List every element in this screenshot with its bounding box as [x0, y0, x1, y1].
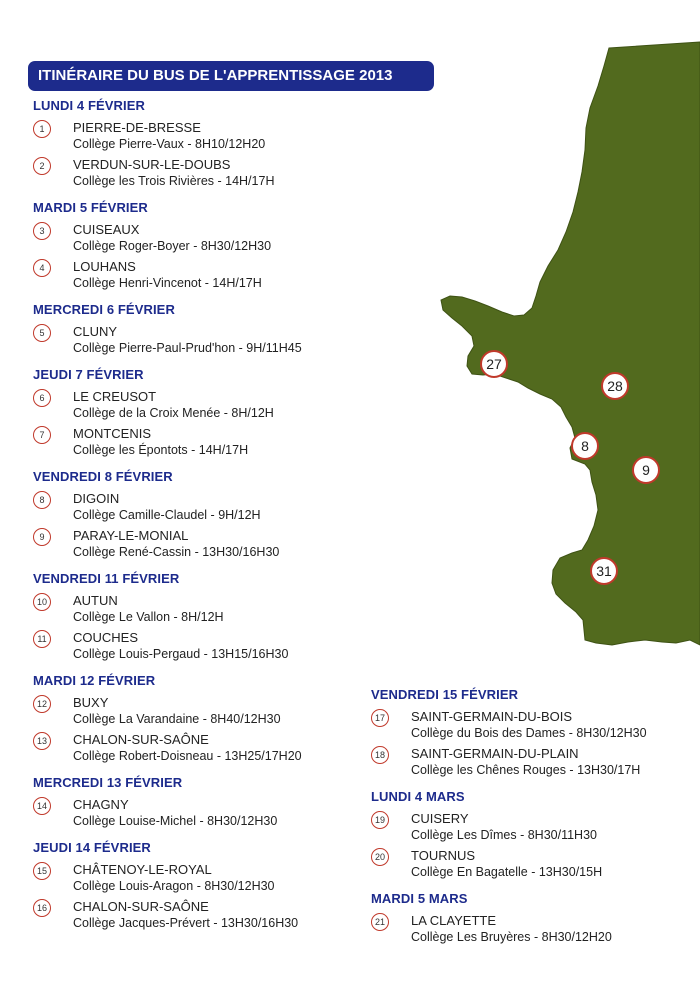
stop-number-badge: 8	[33, 491, 51, 509]
stop-college: Collège Louis-Pergaud - 13H15/16H30	[73, 647, 289, 661]
day-section	[33, 98, 353, 194]
stop-college: Collège René-Cassin - 13H30/16H30	[73, 545, 280, 559]
stop-item	[33, 491, 353, 528]
map-marker-label: 8	[581, 438, 589, 454]
stop-item	[33, 259, 353, 296]
stop-city: CLUNY	[73, 324, 118, 339]
stop-item	[371, 848, 691, 885]
stop-college: Collège Pierre-Vaux - 8H10/12H20	[73, 137, 266, 151]
day-section	[33, 840, 353, 936]
stop-college: Collège Les Bruyères - 8H30/12H20	[411, 930, 612, 944]
day-title: VENDREDI 15 FÉVRIER	[371, 687, 519, 702]
stop-college: Collège Robert-Doisneau - 13H25/17H20	[73, 749, 302, 763]
stop-city: AUTUN	[73, 593, 118, 608]
map-marker-label: 31	[596, 563, 612, 579]
stop-item	[33, 389, 353, 426]
day-title: MARDI 12 FÉVRIER	[33, 673, 156, 688]
stop-college: Collège La Varandaine - 8H40/12H30	[73, 712, 281, 726]
stop-number-badge: 13	[33, 732, 51, 750]
department-map-shape	[441, 42, 700, 645]
day-title: MARDI 5 FÉVRIER	[33, 200, 148, 215]
schedule-left-column	[33, 98, 353, 936]
stop-college: Collège Camille-Claudel - 9H/12H	[73, 508, 261, 522]
stop-number-badge: 15	[33, 862, 51, 880]
stop-city: LOUHANS	[73, 259, 136, 274]
stop-item	[371, 811, 691, 848]
stop-item	[371, 709, 691, 746]
day-title: JEUDI 14 FÉVRIER	[33, 840, 151, 855]
day-section	[33, 571, 353, 667]
day-title: JEUDI 7 FÉVRIER	[33, 367, 144, 382]
stop-item	[33, 732, 353, 769]
stop-city: SAINT-GERMAIN-DU-BOIS	[411, 709, 573, 724]
stop-item	[33, 862, 353, 899]
stop-number-badge: 1	[33, 120, 51, 138]
stop-city: CUISEAUX	[73, 222, 140, 237]
stop-college: Collège En Bagatelle - 13H30/15H	[411, 865, 603, 879]
day-title: LUNDI 4 MARS	[371, 789, 465, 804]
stop-number-badge: 17	[371, 709, 389, 727]
stop-number-badge: 5	[33, 324, 51, 342]
stop-number-badge: 11	[33, 630, 51, 648]
stop-college: Collège Pierre-Paul-Prud'hon - 9H/11H45	[73, 341, 302, 355]
stop-city: PIERRE-DE-BRESSE	[73, 120, 201, 135]
stop-item	[33, 222, 353, 259]
stop-number-badge: 7	[33, 426, 51, 444]
stop-college: Collège les Épontots - 14H/17H	[73, 443, 249, 457]
day-title: VENDREDI 8 FÉVRIER	[33, 469, 173, 484]
day-section	[33, 367, 353, 463]
stop-college: Collège les Trois Rivières - 14H/17H	[73, 174, 275, 188]
stop-number-badge: 20	[371, 848, 389, 866]
stop-number-badge: 6	[33, 389, 51, 407]
stop-city: BUXY	[73, 695, 109, 710]
stop-item	[33, 157, 353, 194]
day-title: MERCREDI 6 FÉVRIER	[33, 302, 175, 317]
stop-number-badge: 9	[33, 528, 51, 546]
stop-number-badge: 10	[33, 593, 51, 611]
map-marker	[591, 558, 617, 584]
stop-city: CHAGNY	[73, 797, 129, 812]
stop-item	[33, 426, 353, 463]
day-title: MERCREDI 13 FÉVRIER	[33, 775, 183, 790]
stop-city: CHÂTENOY-LE-ROYAL	[73, 862, 212, 877]
stop-city: VERDUN-SUR-LE-DOUBS	[73, 157, 231, 172]
stop-number-badge: 4	[33, 259, 51, 277]
stop-number-badge: 18	[371, 746, 389, 764]
stop-number-badge: 3	[33, 222, 51, 240]
stop-item	[33, 593, 353, 630]
map-marker-label: 9	[642, 462, 650, 478]
stop-item	[33, 324, 353, 361]
stop-number-badge: 21	[371, 913, 389, 931]
stop-college: Collège Jacques-Prévert - 13H30/16H30	[73, 916, 299, 930]
day-title: VENDREDI 11 FÉVRIER	[33, 571, 180, 586]
stop-college: Collège Roger-Boyer - 8H30/12H30	[73, 239, 272, 253]
day-section	[33, 200, 353, 296]
stop-city: SAINT-GERMAIN-DU-PLAIN	[411, 746, 579, 761]
schedule-right-column	[371, 687, 691, 950]
stop-college: Collège Les Dîmes - 8H30/11H30	[411, 828, 597, 842]
stop-college: Collège Le Vallon - 8H/12H	[73, 610, 224, 624]
day-section	[371, 687, 691, 783]
day-section	[33, 673, 353, 769]
stop-college: Collège les Chênes Rouges - 13H30/17H	[411, 763, 641, 777]
stop-item	[33, 630, 353, 667]
stop-number-badge: 19	[371, 811, 389, 829]
stop-item	[371, 913, 691, 950]
stop-college: Collège du Bois des Dames - 8H30/12H30	[411, 726, 647, 740]
stop-city: LA CLAYETTE	[411, 913, 497, 928]
stop-city: TOURNUS	[411, 848, 476, 863]
stop-city: PARAY-LE-MONIAL	[73, 528, 189, 543]
stop-college: Collège Louise-Michel - 8H30/12H30	[73, 814, 278, 828]
day-section	[33, 302, 353, 361]
stop-item	[33, 797, 353, 834]
map-marker	[481, 351, 507, 377]
page-title: ITINÉRAIRE DU BUS DE L'APPRENTISSAGE 2013	[28, 61, 434, 91]
stop-number-badge: 14	[33, 797, 51, 815]
stop-college: Collège Henri-Vincenot - 14H/17H	[73, 276, 262, 290]
map-marker-label: 28	[607, 378, 623, 394]
stop-city: COUCHES	[73, 630, 139, 645]
stop-item	[33, 695, 353, 732]
stop-city: CHALON-SUR-SAÔNE	[73, 732, 209, 747]
day-section	[33, 775, 353, 834]
stop-city: CUISERY	[411, 811, 469, 826]
stop-city: DIGOIN	[73, 491, 120, 506]
day-title: MARDI 5 MARS	[371, 891, 468, 906]
stop-city: LE CREUSOT	[73, 389, 157, 404]
map-marker	[602, 373, 628, 399]
stop-item	[33, 899, 353, 936]
stop-city: MONTCENIS	[73, 426, 151, 441]
stop-number-badge: 2	[33, 157, 51, 175]
map-marker	[572, 433, 598, 459]
map-marker-label: 27	[486, 356, 502, 372]
day-section	[33, 469, 353, 565]
stop-item	[33, 120, 353, 157]
stop-item	[371, 746, 691, 783]
map-marker	[633, 457, 659, 483]
day-section	[371, 789, 691, 885]
day-title: LUNDI 4 FÉVRIER	[33, 98, 146, 113]
stop-number-badge: 16	[33, 899, 51, 917]
stop-city: CHALON-SUR-SAÔNE	[73, 899, 209, 914]
stop-college: Collège Louis-Aragon - 8H30/12H30	[73, 879, 275, 893]
stop-item	[33, 528, 353, 565]
stop-college: Collège de la Croix Menée - 8H/12H	[73, 406, 274, 420]
stop-number-badge: 12	[33, 695, 51, 713]
day-section	[371, 891, 691, 950]
